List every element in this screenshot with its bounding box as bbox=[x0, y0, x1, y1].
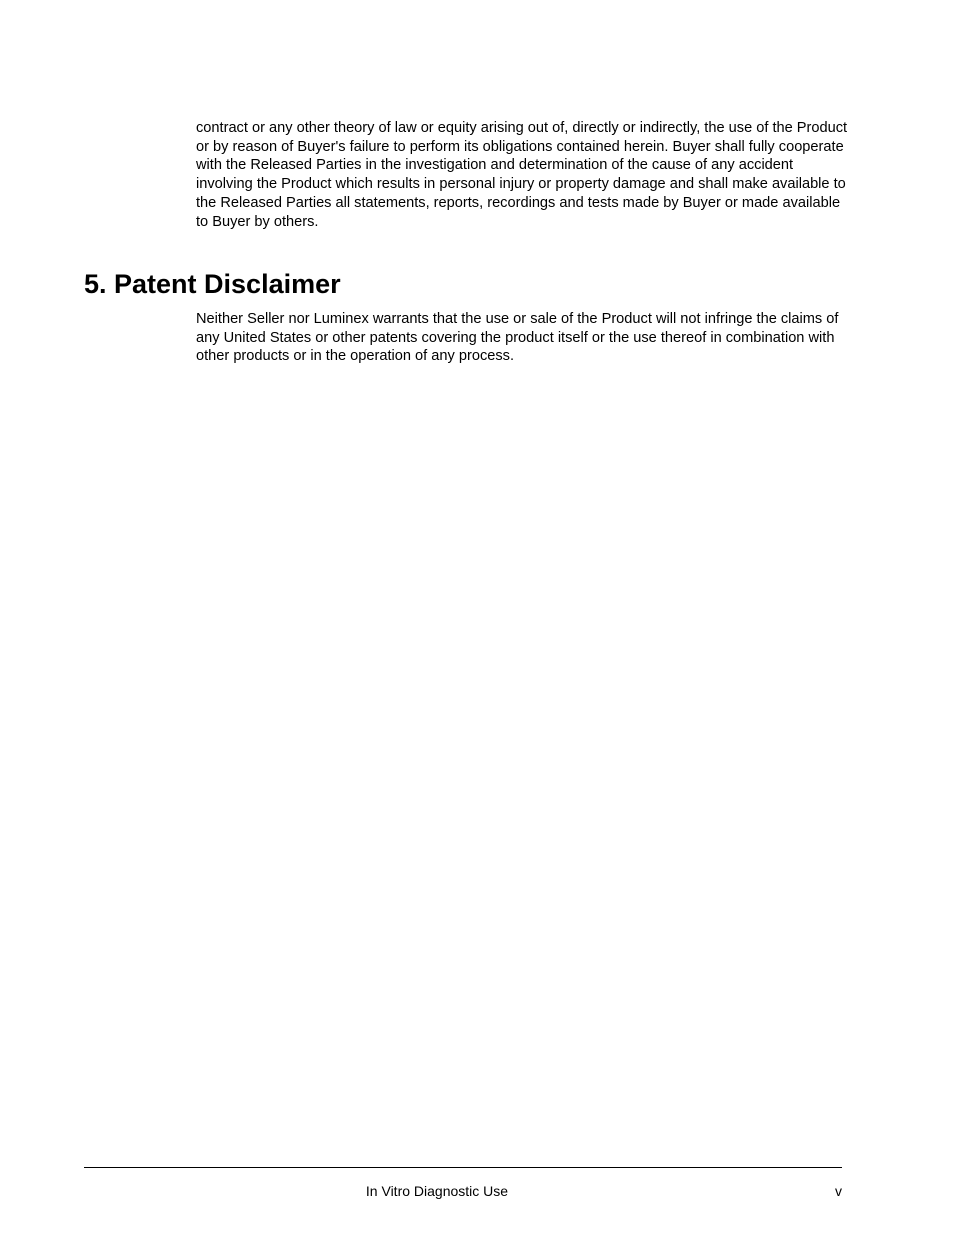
footer-title: In Vitro Diagnostic Use bbox=[365, 1183, 509, 1199]
continued-paragraph: contract or any other theory of law or equity arising out of, directly or indirectly, the use of the Product or by reason of Buyer's failure to perform its obligations contained herein. Buyer shall fully cooperate with the Released Parties in the investigation and determination of the cause of any accident involving the Product which results in personal injury or property damage and shall make available to the Released Parties all statements, reports, recordings and tests made by Buyer or made available to Buyer by others. bbox=[196, 120, 848, 230]
page-number: v bbox=[835, 1183, 842, 1199]
footer-divider bbox=[84, 1167, 842, 1168]
patent-disclaimer-paragraph: Neither Seller nor Luminex warrants that the use or sale of the Product will not infringe the claims of any United States or other patents covering the product itself or the use thereof in combination with other products or in the operation of any process. bbox=[196, 311, 839, 365]
section-heading: 5. Patent Disclaimer bbox=[84, 269, 341, 299]
